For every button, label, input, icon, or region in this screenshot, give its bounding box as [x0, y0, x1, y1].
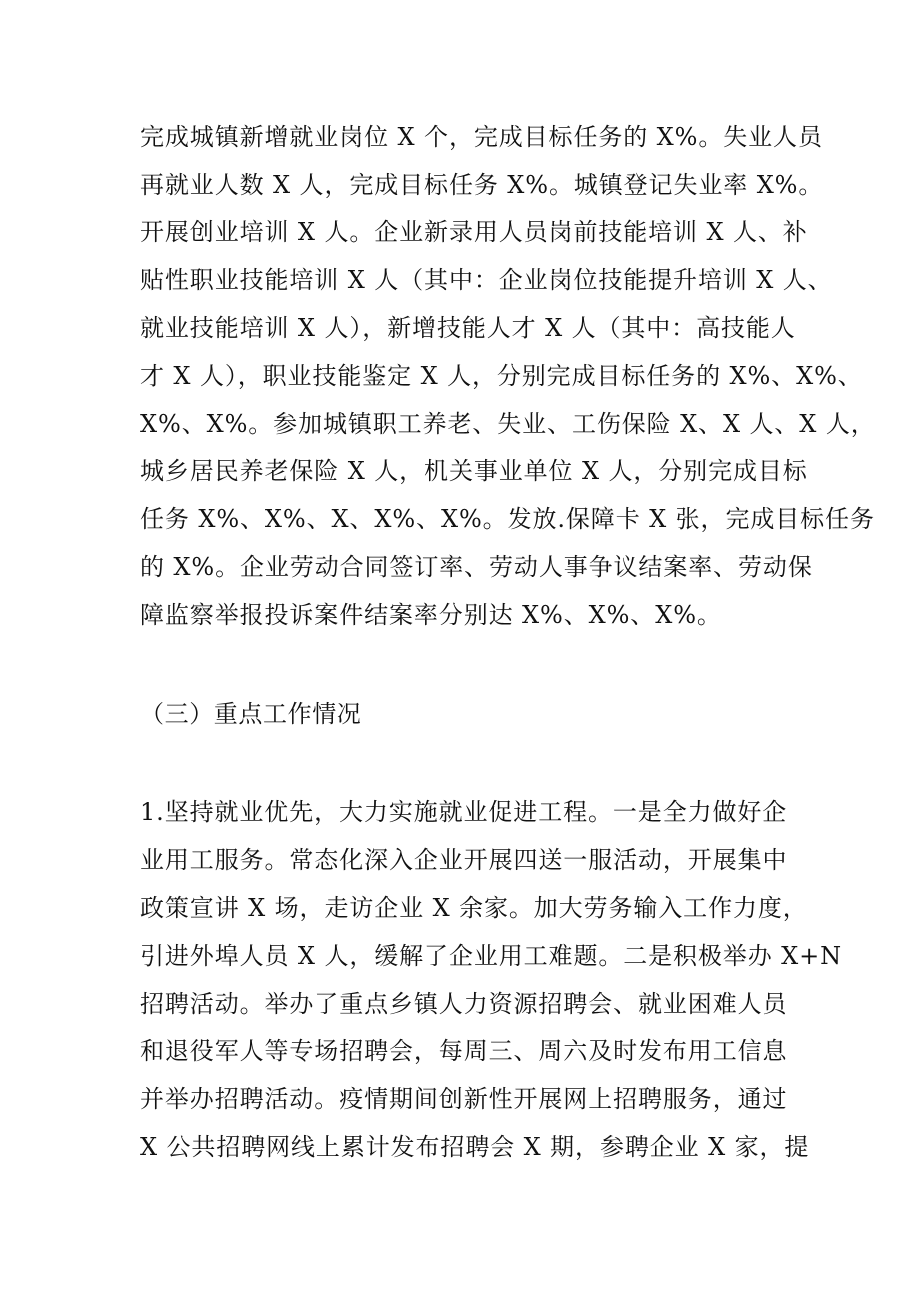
paragraph-1-line-8: 城乡居民养老保险 X 人，机关事业单位 X 人，分别完成目标 — [140, 457, 808, 485]
paragraph-1-line-1: 完成城镇新增就业岗位 X 个，完成目标任务的 X%。失业人员 — [140, 123, 823, 151]
paragraph-2-line-7: 并举办招聘活动。疫情期间创新性开展网上招聘服务，通过 — [140, 1085, 788, 1113]
paragraph-1-line-6: 才 X 人），职业技能鉴定 X 人，分别完成目标任务的 X%、X%、 — [140, 362, 863, 390]
paragraph-1-line-10: 的 X%。企业劳动合同签订率、劳动人事争议结案率、劳动保 — [140, 553, 813, 581]
paragraph-2-line-5: 招聘活动。举办了重点乡镇人力资源招聘会、就业困难人员 — [140, 990, 788, 1018]
paragraph-2-line-3: 政策宣讲 X 场，走访企业 X 余家。加大劳务输入工作力度， — [140, 894, 808, 922]
paragraph-1-line-5: 就业技能培训 X 人），新增技能人才 X 人（其中：高技能人 — [140, 314, 796, 342]
paragraph-1-line-9: 任务 X%、X%、X、X%、X%。发放.保障卡 X 张，完成目标任务 — [140, 505, 875, 533]
paragraph-1-line-11: 障监察举报投诉案件结案率分别达 X%、X%、X%。 — [140, 601, 722, 629]
paragraph-1-line-4: 贴性职业技能培训 X 人（其中：企业岗位技能提升培训 X 人、 — [140, 266, 833, 294]
paragraph-2-line-1: 1.坚持就业优先，大力实施就业促进工程。一是全力做好企 — [140, 798, 788, 826]
paragraph-2-line-8: X 公共招聘网线上累计发布招聘会 X 期，参聘企业 X 家，提 — [140, 1133, 810, 1161]
paragraph-1-line-2: 再就业人数 X 人，完成目标任务 X%。城镇登记失业率 X%。 — [140, 171, 824, 199]
section-heading: （三）重点工作情况 — [140, 700, 362, 728]
paragraph-2-line-4: 引进外埠人员 X 人，缓解了企业用工难题。二是积极举办 X+N — [140, 942, 843, 970]
paragraph-2-line-2: 业用工服务。常态化深入企业开展四送一服活动，开展集中 — [140, 846, 788, 874]
paragraph-1-line-7: X%、X%。参加城镇职工养老、失业、工伤保险 X、X 人、X 人， — [140, 410, 876, 438]
paragraph-2-line-6: 和退役军人等专场招聘会，每周三、周六及时发布用工信息 — [140, 1037, 788, 1065]
paragraph-1-line-3: 开展创业培训 X 人。企业新录用人员岗前技能培训 X 人、补 — [140, 218, 808, 246]
